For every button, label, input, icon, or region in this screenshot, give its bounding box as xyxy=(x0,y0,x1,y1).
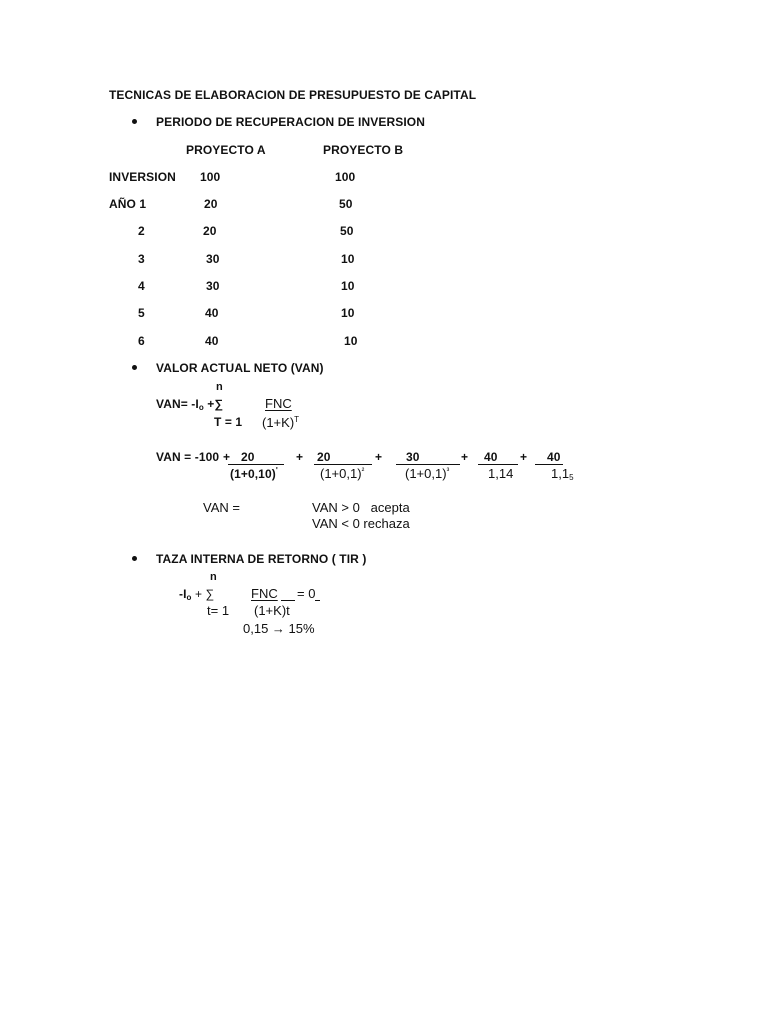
van-term-numerator: 40 xyxy=(547,450,561,464)
van-term-numerator: 20 xyxy=(241,450,255,464)
van-formula-lhs xyxy=(156,398,223,410)
fraction-bar xyxy=(535,464,563,465)
tir-sum-upper-limit: n xyxy=(210,571,217,583)
tir-formula-equals: = 0 xyxy=(297,586,316,601)
row-label: 5 xyxy=(138,306,145,320)
van-term-denominator-sup: ' xyxy=(275,466,278,475)
tir-heading: TAZA INTERNA DE RETORNO ( TIR ) xyxy=(156,552,367,566)
van-term-denominator: 1,14 xyxy=(488,466,514,481)
tir-formula-denominator: (1+K)t xyxy=(254,603,290,618)
fraction-bar xyxy=(396,464,460,465)
tir-result: 0,15 → 15% xyxy=(243,621,315,636)
tir-formula-lhs-text: -I xyxy=(179,587,187,601)
row-value-b: 10 xyxy=(341,306,355,320)
van-term-denominator-sup: ³ xyxy=(446,466,450,475)
van-term-denominator-sub: 5 xyxy=(569,473,574,482)
tir-formula-lhs-sub: o xyxy=(186,593,192,602)
van-formula-denominator xyxy=(262,416,299,429)
van-sum-upper-limit: n xyxy=(216,381,223,393)
row-value-b: 100 xyxy=(335,170,356,184)
tir-formula-lhs xyxy=(179,588,214,600)
tir-formula-sum: + ∑ xyxy=(194,587,215,601)
plus-sign: + xyxy=(520,450,528,464)
bullet-icon xyxy=(132,119,137,124)
van-term-denominator xyxy=(551,467,574,480)
row-value-b: 10 xyxy=(341,252,355,266)
plus-sign: + xyxy=(461,450,469,464)
payback-heading: PERIODO DE RECUPERACION DE INVERSION xyxy=(156,115,425,129)
fraction-bar xyxy=(228,464,284,465)
van-formula-numerator: FNC xyxy=(265,396,292,411)
van-term-numerator: 20 xyxy=(317,450,331,464)
row-value-a: 20 xyxy=(203,224,217,238)
row-label: 6 xyxy=(138,334,145,348)
row-value-a: 40 xyxy=(205,334,219,348)
row-label: 4 xyxy=(138,279,145,293)
van-formula-denominator-text: (1+K) xyxy=(262,415,295,430)
row-label: INVERSION xyxy=(109,170,176,184)
van-term-denominator-text: (1+0,1) xyxy=(320,466,362,481)
row-value-b: 10 xyxy=(341,279,355,293)
document-title: TECNICAS DE ELABORACION DE PRESUPUESTO DE CAPITAL xyxy=(109,88,477,102)
plus-sign: + xyxy=(375,450,383,464)
column-header-proyecto-a: PROYECTO A xyxy=(186,143,266,157)
plus-sign: + xyxy=(296,450,304,464)
van-term-denominator xyxy=(320,467,364,480)
van-term-denominator-text: (1+0,1) xyxy=(405,466,447,481)
bullet-icon xyxy=(132,556,137,561)
van-result-label: VAN = xyxy=(203,500,240,515)
row-label: AÑO 1 xyxy=(109,197,147,211)
van-formula-denominator-sup: T xyxy=(294,415,300,424)
row-value-a: 30 xyxy=(206,252,220,266)
van-formula-lhs-text: VAN= -I xyxy=(156,397,199,411)
van-sum-lower-limit: T = 1 xyxy=(214,415,243,429)
row-value-a: 20 xyxy=(204,197,218,211)
bullet-icon xyxy=(132,365,137,370)
plus-sign: + xyxy=(223,450,231,464)
fraction-bar-extension xyxy=(281,600,295,601)
van-formula-lhs-sub: o xyxy=(198,403,204,412)
van-term-denominator-sup: ² xyxy=(361,466,365,475)
van-reject-rule: VAN < 0 rechaza xyxy=(312,516,410,531)
van-term-denominator xyxy=(405,467,449,480)
van-term-numerator: 40 xyxy=(484,450,498,464)
van-term-denominator xyxy=(230,468,278,480)
van-accept-rule: VAN > 0 acepta xyxy=(312,500,410,515)
van-calc-lhs: VAN = -100 xyxy=(156,450,220,464)
fraction-bar xyxy=(478,464,518,465)
row-label: 2 xyxy=(138,224,145,238)
row-label: 3 xyxy=(138,252,145,266)
van-term-denominator-text: 1,1 xyxy=(551,466,570,481)
column-header-proyecto-b: PROYECTO B xyxy=(323,143,404,157)
row-value-a: 40 xyxy=(205,306,219,320)
van-formula-sum: +∑ xyxy=(207,397,224,411)
fraction-bar xyxy=(314,464,372,465)
row-value-b: 50 xyxy=(340,224,354,238)
row-value-b: 10 xyxy=(344,334,358,348)
row-value-a: 100 xyxy=(200,170,221,184)
tir-formula-numerator: FNC xyxy=(251,586,278,601)
van-term-denominator-text: (1+0,10) xyxy=(230,467,276,481)
underline-mark xyxy=(315,600,320,601)
van-term-numerator: 30 xyxy=(406,450,420,464)
row-value-a: 30 xyxy=(206,279,220,293)
van-heading: VALOR ACTUAL NETO (VAN) xyxy=(156,361,324,375)
row-value-b: 50 xyxy=(339,197,353,211)
tir-sum-lower-limit: t= 1 xyxy=(207,603,230,618)
